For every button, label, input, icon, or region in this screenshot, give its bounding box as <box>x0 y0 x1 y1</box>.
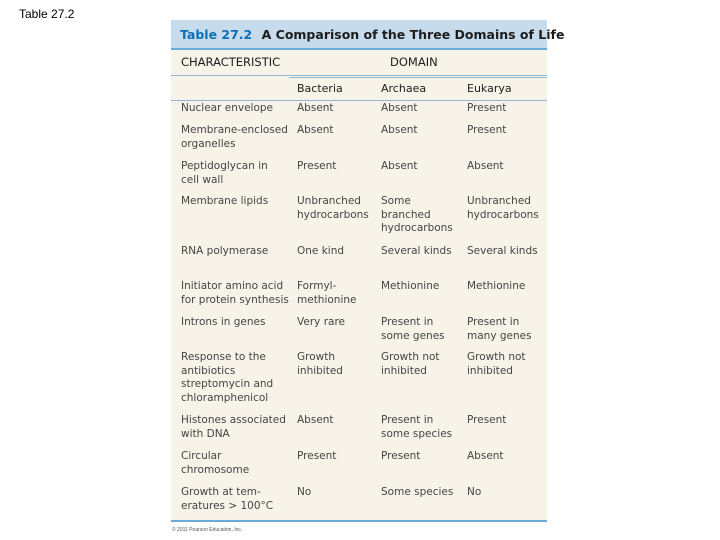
bacteria-cell: No <box>297 486 312 498</box>
eukarya-cell: Growth not inhibited <box>467 351 526 377</box>
characteristic-cell: Growth at tem- eratures > 100°C <box>181 486 274 512</box>
bacteria-cell: Very rare <box>297 316 345 328</box>
characteristic-cell: Initiator amino acid for protein synthesis <box>181 280 289 306</box>
domain-header: DOMAIN <box>390 55 438 69</box>
bacteria-cell: Absent <box>297 102 334 114</box>
eukarya-cell: Present <box>467 102 507 114</box>
eukarya-cell: Present <box>467 124 507 136</box>
eukarya-cell: Methionine <box>467 280 526 292</box>
archaea-cell: Present in some genes <box>381 316 445 342</box>
eukarya-cell: Present in many genes <box>467 316 532 342</box>
characteristic-cell: Membrane lipids <box>181 195 269 207</box>
copyright-notice: © 2011 Pearson Education, Inc. <box>172 527 243 533</box>
bacteria-cell: Present <box>297 160 337 172</box>
archaea-cell: Growth not inhibited <box>381 351 440 377</box>
archaea-cell: Present in some species <box>381 414 453 440</box>
eukarya-cell: Unbranched hydrocarbons <box>467 195 539 221</box>
characteristic-cell: Nuclear envelope <box>181 102 274 114</box>
table-number: Table 27.2 <box>180 27 253 42</box>
table-title: A Comparison of the Three Domains of Life <box>261 27 565 42</box>
archaea-cell: Some branched hydrocarbons <box>381 195 453 234</box>
archaea-cell: Present <box>381 450 421 462</box>
characteristic-header: CHARACTERISTIC <box>181 55 281 69</box>
bacteria-cell: Unbranched hydrocarbons <box>297 195 369 221</box>
header-divider <box>171 75 547 76</box>
characteristic-cell: Peptidoglycan in cell wall <box>181 160 268 186</box>
archaea-cell: Some species <box>381 486 454 498</box>
bottom-divider <box>171 520 547 522</box>
archaea-cell: Several kinds <box>381 245 452 257</box>
eukarya-cell: Present <box>467 414 507 426</box>
domain-eukarya: Eukarya <box>467 82 512 95</box>
characteristic-cell: Membrane-enclosed organelles <box>181 124 288 150</box>
eukarya-cell: Absent <box>467 160 504 172</box>
eukarya-cell: No <box>467 486 482 498</box>
archaea-cell: Absent <box>381 102 418 114</box>
characteristic-cell: Histones associated with DNA <box>181 414 286 440</box>
table-header <box>171 20 565 50</box>
eukarya-cell: Absent <box>467 450 504 462</box>
bacteria-cell: Present <box>297 450 337 462</box>
characteristic-cell: Response to the antibiotics streptomycin and chloramphenicol <box>181 351 274 404</box>
bacteria-cell: One kind <box>297 245 345 257</box>
domain-bacteria: Bacteria <box>297 82 343 95</box>
bacteria-cell: Absent <box>297 124 334 136</box>
domain-archaea: Archaea <box>381 82 427 95</box>
comparison-table <box>171 20 565 522</box>
column-divider <box>171 100 547 101</box>
eukarya-cell: Several kinds <box>467 245 538 257</box>
archaea-cell: Methionine <box>381 280 440 292</box>
archaea-cell: Absent <box>381 160 418 172</box>
characteristic-cell: Introns in genes <box>181 316 266 328</box>
characteristic-cell: RNA polymerase <box>181 245 269 257</box>
bacteria-cell: Absent <box>297 414 334 426</box>
archaea-cell: Absent <box>381 124 418 136</box>
slide-title: Table 27.2 <box>19 7 75 21</box>
bacteria-cell: Growth inhibited <box>297 351 343 377</box>
characteristic-cell: Circular chromosome <box>181 450 250 476</box>
bacteria-cell: Formyl- methionine <box>297 280 357 306</box>
